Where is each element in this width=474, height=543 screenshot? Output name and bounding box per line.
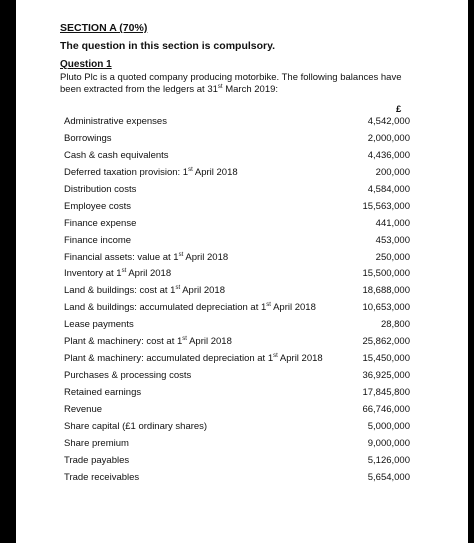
balance-label-post: April 2018 — [180, 285, 226, 297]
balance-label-post: April 2018 — [126, 268, 172, 280]
balance-label — [64, 336, 232, 347]
table-row — [16, 334, 468, 351]
balance-label-sup: st — [121, 268, 127, 275]
section-title: SECTION A (70%) — [60, 22, 148, 34]
question-label: Question 1 — [60, 59, 112, 70]
balance-amount: 15,500,000 — [362, 268, 410, 280]
balance-label-text: Distribution costs — [64, 183, 137, 195]
balance-label-text: Finance income — [64, 234, 132, 246]
balance-amount: 66,746,000 — [362, 403, 410, 415]
table-row — [16, 300, 468, 317]
balance-amount: 36,925,000 — [362, 370, 410, 382]
table-row — [16, 283, 468, 300]
balance-amount: 441,000 — [375, 217, 410, 229]
balance-label — [64, 285, 225, 296]
balance-label-text: Inventory at 1 — [64, 268, 122, 280]
balance-label — [64, 167, 238, 178]
table-row — [16, 233, 468, 250]
balance-amount: 15,563,000 — [362, 200, 410, 212]
balance-label-post: April 2018 — [183, 251, 229, 263]
document-page — [16, 0, 468, 543]
balance-label — [64, 268, 171, 279]
balance-label-text: Land & buildings: cost at 1 — [64, 285, 176, 297]
balance-amount: 5,654,000 — [367, 471, 410, 483]
balance-amount: 9,000,000 — [367, 437, 410, 449]
balance-label — [64, 472, 139, 483]
balance-label — [64, 116, 167, 127]
balance-amount: 200,000 — [375, 166, 410, 178]
balance-label-sup: st — [188, 166, 193, 173]
balance-amount: 4,584,000 — [367, 183, 410, 195]
balance-amount: 2,000,000 — [367, 132, 410, 144]
balance-label-text: Purchases & processing costs — [64, 370, 192, 382]
table-row — [16, 266, 468, 283]
table-row — [16, 453, 468, 470]
balance-label-post: April 2018 — [277, 353, 323, 365]
intro-line-2-pre: been extracted from the ledgers at 31 — [60, 84, 218, 95]
balance-label — [64, 438, 129, 449]
balance-label — [64, 387, 141, 398]
balance-label — [64, 252, 228, 263]
balance-label-text: Share premium — [64, 437, 129, 449]
table-row — [16, 385, 468, 402]
balance-label-text: Borrowings — [64, 132, 112, 144]
intro-line-2-post: March 2019: — [222, 84, 279, 95]
balance-label-text: Deferred taxation provision: 1 — [64, 166, 189, 178]
balance-label-text: Share capital (£1 ordinary shares) — [64, 420, 208, 432]
balance-label — [64, 302, 316, 313]
balance-label-sup: st — [175, 285, 181, 292]
table-row — [16, 216, 468, 233]
balance-label-text: Trade payables — [64, 454, 130, 466]
balance-label — [64, 404, 102, 415]
balance-label-text: Financial assets: value at 1 — [64, 251, 179, 263]
compulsory-note: The question in this section is compulsory. — [60, 40, 276, 52]
balance-label-sup: st — [273, 352, 278, 359]
balance-label — [64, 218, 136, 229]
table-row — [16, 165, 468, 182]
balance-label-sup: st — [182, 336, 187, 343]
intro-line-2-sup: st — [217, 83, 223, 90]
table-row — [16, 148, 468, 165]
balance-label-text: Administrative expenses — [64, 116, 167, 127]
currency-header: £ — [396, 104, 402, 115]
balance-amount: 4,542,000 — [367, 116, 410, 127]
balance-label — [64, 353, 323, 364]
balance-amount: 17,845,800 — [362, 387, 410, 398]
balance-label-text: Lease payments — [64, 319, 134, 331]
balance-amount: 28,800 — [380, 319, 410, 331]
table-row — [16, 182, 468, 199]
balance-label-text: Finance expense — [64, 217, 137, 229]
table-row — [16, 402, 468, 419]
balance-label-sup: st — [266, 302, 271, 309]
balance-label — [64, 370, 191, 381]
balance-amount: 15,450,000 — [362, 353, 410, 365]
table-row — [16, 317, 468, 334]
balance-amount: 25,862,000 — [362, 336, 410, 348]
balance-label-text: Trade receivables — [64, 471, 140, 483]
intro-paragraph — [60, 72, 420, 96]
balance-label-sup: st — [178, 251, 184, 258]
table-row — [16, 419, 468, 436]
balance-label-post: April 2018 — [192, 166, 238, 178]
intro-line-1: Pluto Plc is a quoted company producing motorbike. The following balances have — [60, 72, 402, 83]
balance-label-text: Cash & cash equivalents — [64, 149, 169, 161]
balance-label — [64, 184, 136, 195]
balances-table — [16, 114, 468, 487]
balance-label — [64, 235, 131, 246]
balance-amount: 18,688,000 — [362, 285, 410, 297]
table-row — [16, 114, 468, 131]
balance-label-text: Plant & machinery: accumulated depreciation at 1 — [64, 353, 274, 365]
balance-label — [64, 421, 207, 432]
balance-amount: 250,000 — [375, 251, 410, 263]
balance-label-post: April 2018 — [270, 302, 316, 314]
table-row — [16, 250, 468, 267]
balance-label-post: April 2018 — [186, 336, 232, 348]
balance-label-text: Revenue — [64, 403, 103, 415]
balance-amount: 10,653,000 — [362, 302, 410, 314]
balance-label — [64, 150, 169, 161]
balance-amount: 453,000 — [375, 234, 410, 246]
balance-amount: 5,000,000 — [367, 420, 410, 432]
table-row — [16, 199, 468, 216]
balance-label — [64, 319, 134, 330]
balance-label-text: Retained earnings — [64, 387, 142, 398]
balance-label — [64, 455, 129, 466]
balance-label — [64, 201, 131, 212]
table-row — [16, 436, 468, 453]
balance-amount: 5,126,000 — [367, 454, 410, 466]
table-row — [16, 351, 468, 368]
table-row — [16, 131, 468, 148]
table-row — [16, 368, 468, 385]
balance-label-text: Land & buildings: accumulated depreciation at 1 — [64, 302, 267, 314]
table-row — [16, 470, 468, 487]
balance-amount: 4,436,000 — [367, 149, 410, 161]
balance-label — [64, 133, 112, 144]
balance-label-text: Employee costs — [64, 200, 132, 212]
balance-label-text: Plant & machinery: cost at 1 — [64, 336, 183, 348]
